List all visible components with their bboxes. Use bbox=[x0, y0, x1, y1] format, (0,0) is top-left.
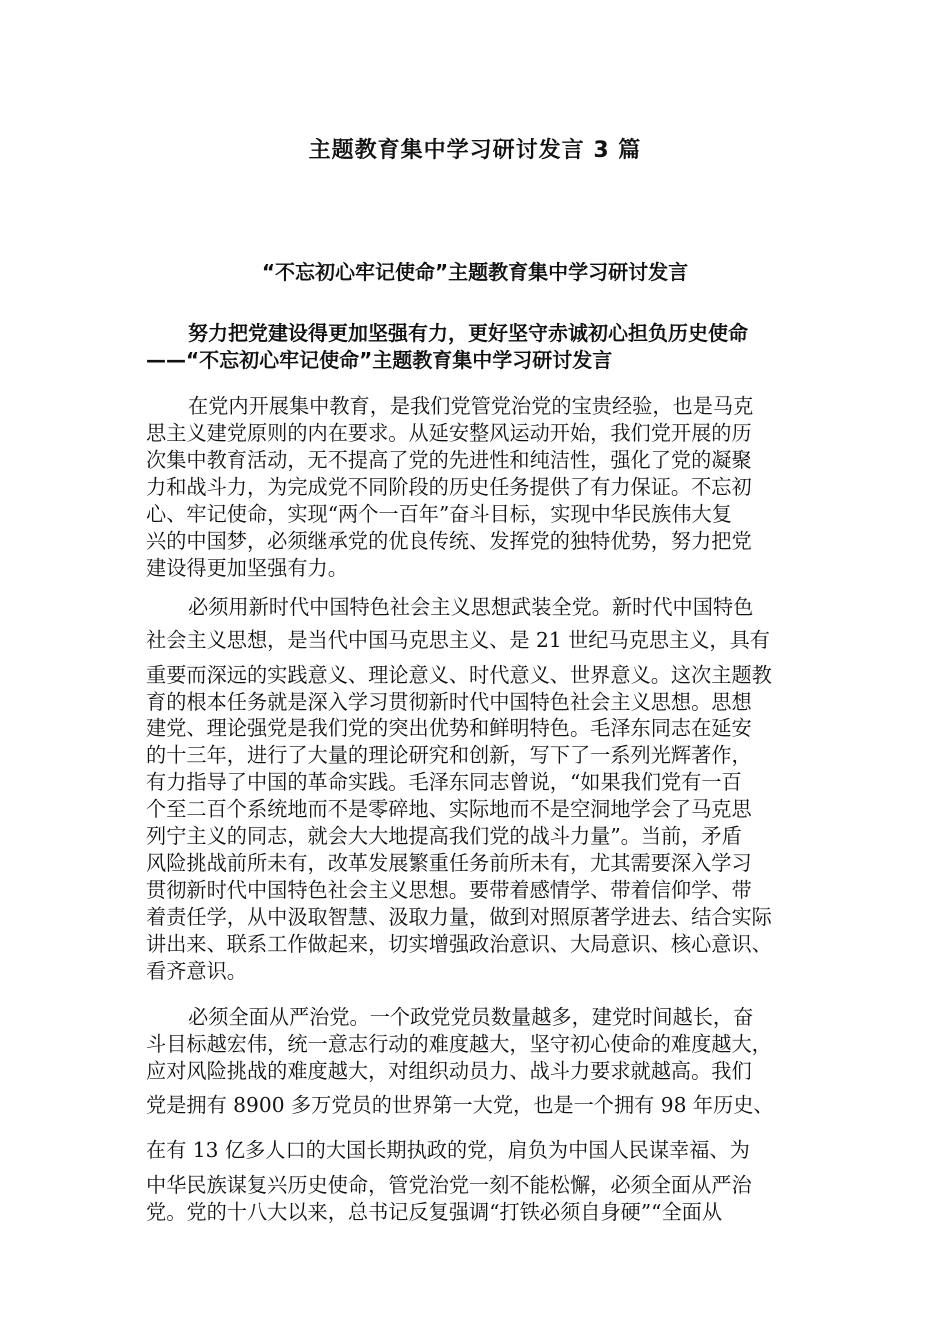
paragraph-line: 着责任学，从中汲取智慧、汲取力量，做到对照原著学进去、结合实际 bbox=[146, 905, 772, 929]
paragraph-line: 风险挑战前所未有，改革发展繁重任务前所未有，尤其需要深入学习 bbox=[146, 851, 752, 875]
subtitle-line: ——“不忘初心牢记使命”主题教育集中学习研讨发言 bbox=[146, 348, 613, 372]
paragraph-line: 建设得更加坚强有力。 bbox=[146, 556, 348, 580]
paragraph-line: 在有 13 亿多人口的大国长期执政的党，肩负为中国人民谋幸福、为 bbox=[146, 1138, 750, 1162]
paragraph-line: 斗目标越宏伟，统一意志行动的难度越大，坚守初心使命的难度越大， bbox=[146, 1032, 772, 1056]
paragraph-line: 有力指导了中国的革命实践。毛泽东同志曾说，“如果我们党有一百 bbox=[146, 770, 742, 794]
paragraph-line: 的十三年，进行了大量的理论研究和创新，写下了一系列光辉著作， bbox=[146, 743, 752, 767]
paragraph-line: 重要而深远的实践意义、理论意义、时代意义、世界意义。这次主题教 bbox=[146, 663, 772, 687]
paragraph-line: 贯彻新时代中国特色社会主义思想。要带着感情学、带着信仰学、带 bbox=[146, 878, 752, 902]
paragraph-line: 社会主义思想，是当代中国马克思主义、是 21 世纪马克思主义，具有 bbox=[146, 628, 770, 652]
paragraph-line: 中华民族谋复兴历史使命，管党治党一刻不能松懈，必须全面从严治 bbox=[146, 1173, 752, 1197]
paragraph-line: 思主义建党原则的内在要求。从延安整风运动开始，我们党开展的历 bbox=[146, 421, 752, 445]
paragraph-line: 次集中教育活动，无不提高了党的先进性和纯洁性，强化了党的凝聚 bbox=[146, 448, 752, 472]
paragraph-line: 看齐意识。 bbox=[146, 959, 247, 983]
paragraph-line: 育的根本任务就是深入学习贯彻新时代中国特色社会主义思想。思想 bbox=[146, 690, 752, 714]
paragraph-line: 兴的中国梦，必须继承党的优良传统、发挥党的独特优势，努力把党 bbox=[146, 529, 752, 553]
section-title: “不忘初心牢记使命”主题教育集中学习研讨发言 bbox=[261, 260, 689, 284]
paragraph-line: 党是拥有 8900 多万党员的世界第一大党，也是一个拥有 98 年历史、 bbox=[146, 1093, 774, 1117]
document-title: 主题教育集中学习研讨发言 3 篇 bbox=[308, 138, 642, 163]
paragraph-line: 党。党的十八大以来，总书记反复强调“打铁必须自身硬”“全面从 bbox=[146, 1200, 723, 1224]
paragraph-line: 力和战斗力，为完成党不同阶段的历史任务提供了有力保证。不忘初 bbox=[146, 475, 752, 499]
paragraph-line: 在党内开展集中教育，是我们党管党治党的宝贵经验，也是马克 bbox=[188, 394, 754, 418]
paragraph-line: 心、牢记使命，实现“两个一百年”奋斗目标，实现中华民族伟大复 bbox=[146, 502, 732, 526]
paragraph-line: 必须全面从严治党。一个政党党员数量越多，建党时间越长，奋 bbox=[188, 1005, 754, 1029]
paragraph-line: 个至二百个系统地而不是零碎地、实际地而不是空洞地学会了马克思 bbox=[146, 797, 752, 821]
paragraph-line: 建党、理论强党是我们党的突出优势和鲜明特色。毛泽东同志在延安 bbox=[146, 716, 752, 740]
subtitle-line: 努力把党建设得更加坚强有力，更好坚守赤诚初心担负历史使命 bbox=[188, 321, 748, 345]
paragraph-line: 必须用新时代中国特色社会主义思想武装全党。新时代中国特色 bbox=[188, 595, 754, 619]
paragraph-line: 列宁主义的同志，就会大大地提高我们党的战斗力量”。当前，矛盾 bbox=[146, 824, 742, 848]
paragraph-line: 应对风险挑战的难度越大，对组织动员力、战斗力要求就越高。我们 bbox=[146, 1059, 752, 1083]
paragraph-line: 讲出来、联系工作做起来，切实增强政治意识、大局意识、核心意识、 bbox=[146, 932, 772, 956]
